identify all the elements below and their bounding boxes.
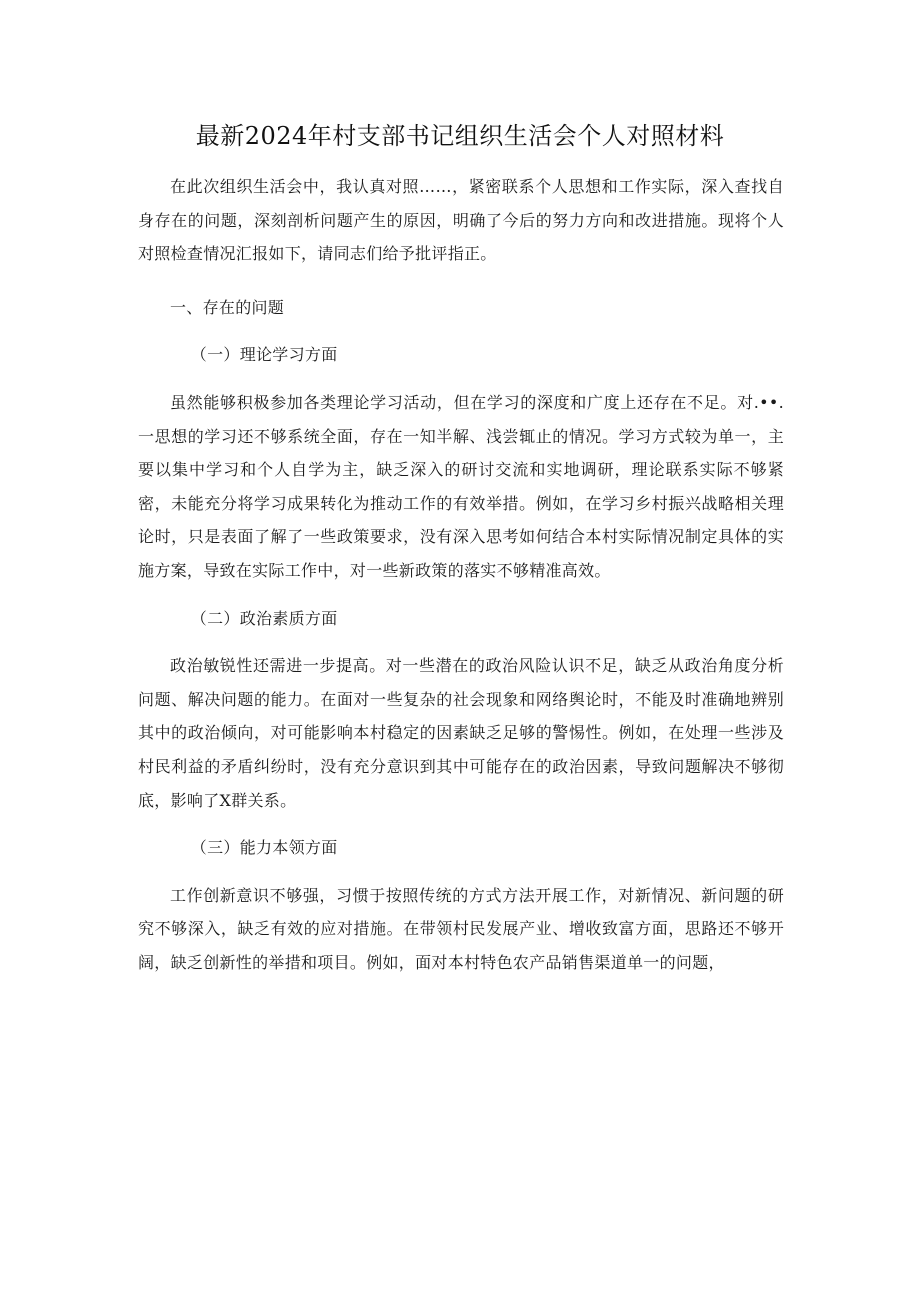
- paragraph-political-quality: 政治敏锐性还需进一步提高。对一些潜在的政治风险认识不足，缺乏从政治角度分析问题、解决问题的能力。在面对一些复杂的社会现象和网络舆论时，不能及时准确地辨别其中的政治倾向，对可能影响本村稳定的因素缺乏足够的警惕性。例如，在处理一些涉及村民利益的矛盾纠纷时，没有充分意识到其中可能存在的政治因素，导致问题解决不够彻底，影响了X群关系。: [138, 656, 784, 810]
- subheading-ability: （三）能力本领方面: [190, 838, 338, 858]
- subheading-theory-study: （一）理论学习方面: [190, 345, 338, 365]
- paragraph-theory-study: 虽然能够积极参加各类理论学习活动，但在学习的深度和广度上还存在不足。对.••.一思想的学习还不够系统全面，存在一知半解、浅尝辄止的情况。学习方式较为单一，主要以集中学习和个人自学为主，缺乏深入的研讨交流和实地调研，理论联系实际不够紧密，未能充分将学习成果转化为推动工作的有效举措。例如，在学习乡村振兴战略相关理论时，只是表面了解了一些政策要求，没有深入思考如何结合本村实际情况制定具体的实施方案，导致在实际工作中，对一些新政策的落实不够精准高效。: [138, 392, 784, 580]
- intro-paragraph: 在此次组织生活会中，我认真对照……，紧密联系个人思想和工作实际，深入查找自身存在的问题，深刻剖析问题产生的原因，明确了今后的努力方向和改进措施。现将个人对照检查情况汇报如下，请同志们给予批评指正。: [138, 177, 784, 264]
- document-title: 最新2024年村支部书记组织生活会个人对照材料: [195, 122, 725, 150]
- document-body: [138, 170, 784, 979]
- paragraph-ability: 工作创新意识不够强，习惯于按照传统的方式方法开展工作，对新情况、新问题的研究不够深入，缺乏有效的应对措施。在带领村民发展产业、增收致富方面，思路还不够开阔，缺乏创新性的举措和项目。例如，面对本村特色农产品销售渠道单一的问题，: [138, 885, 784, 972]
- section-heading-problems: 一、存在的问题: [170, 297, 285, 317]
- subheading-political-quality: （二）政治素质方面: [190, 608, 338, 628]
